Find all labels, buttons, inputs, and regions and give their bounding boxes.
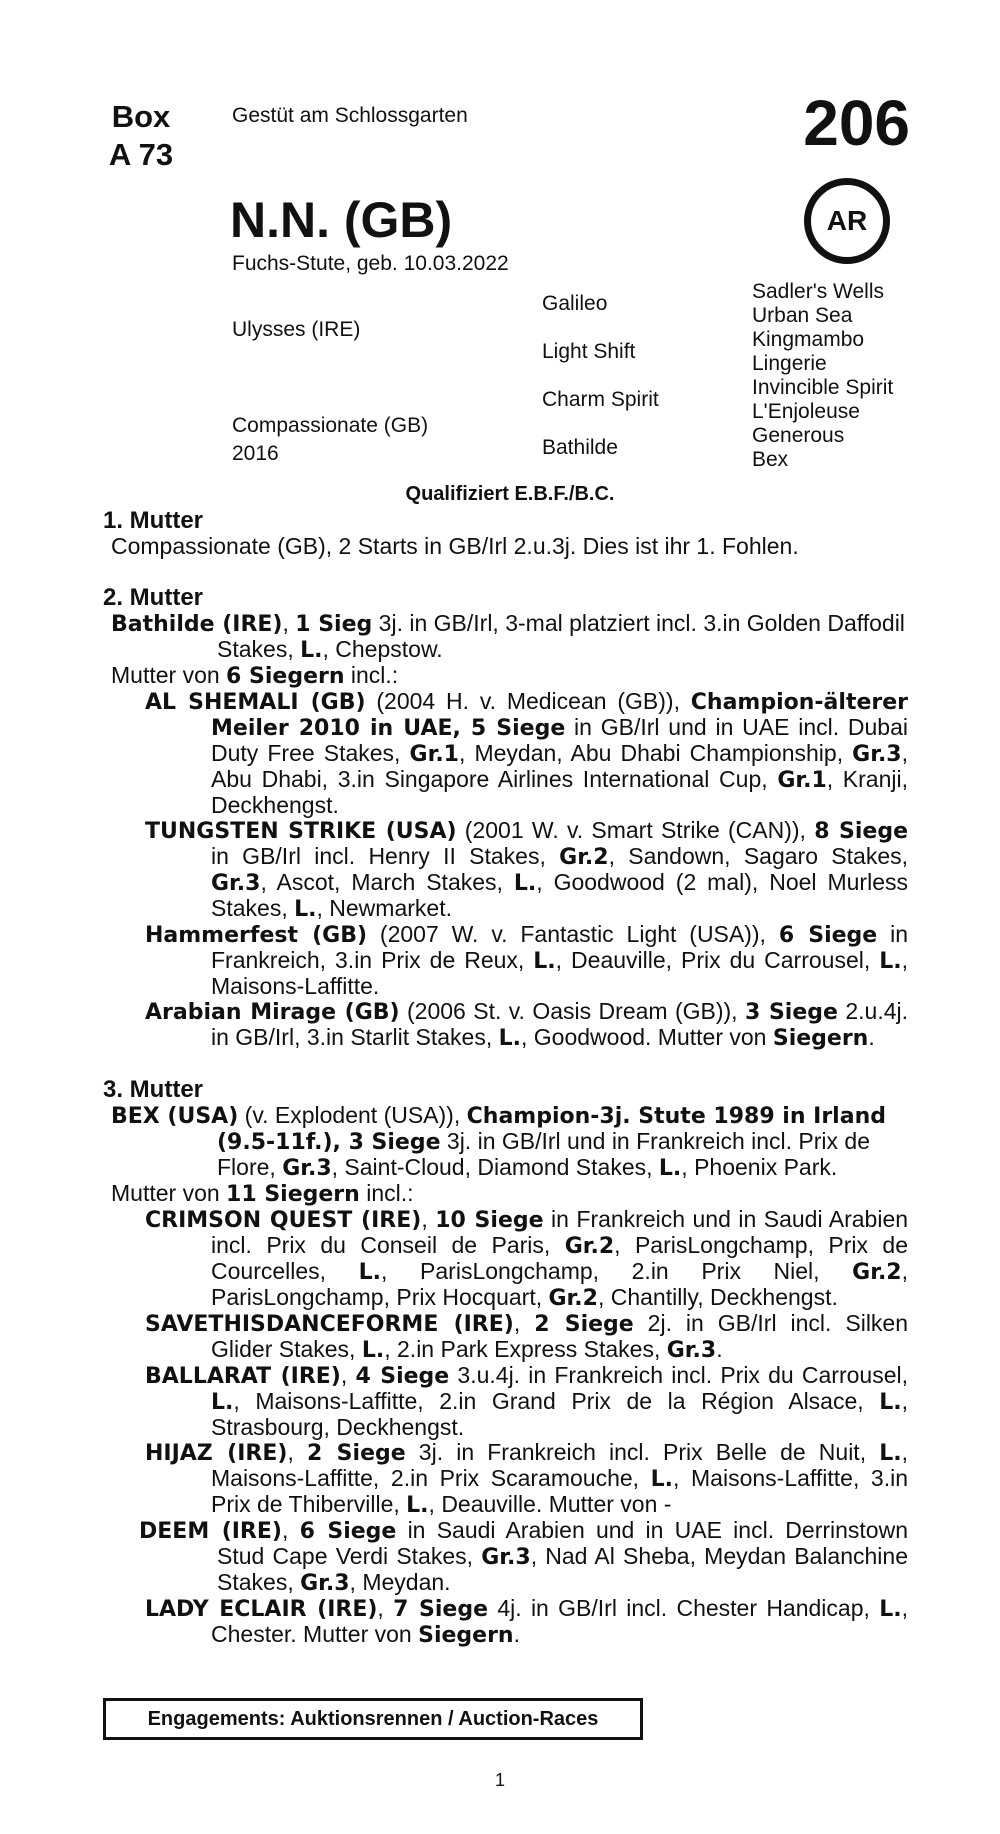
offspring-name: TUNGSTEN STRIKE (USA) xyxy=(145,819,457,844)
offspring-entry: Hammerfest (GB) (2007 W. v. Fantastic Light (USA)), 6 Siege in Frankreich, 3.in Prix de Reux, L., Deauville, Prix du Carrousel, L., Maisons-Laffitte. xyxy=(145,921,909,999)
pedigree-grandparent: Galileo xyxy=(542,292,608,315)
pedigree-great-grandparent: Invincible Spirit xyxy=(752,376,894,399)
offspring-entry: BALLARAT (IRE), 4 Siege 3.u.4j. in Frankreich incl. Prix du Carrousel, L., Maisons-Laffitte, 2.in Grand Prix de la Région Alsace, L., Strasbourg, Deckhengst. xyxy=(145,1362,909,1440)
offspring-name: CRIMSON QUEST (IRE) xyxy=(145,1208,422,1233)
offspring-name: Arabian Mirage (GB) xyxy=(145,1000,400,1025)
first-dam-heading: 1. Mutter xyxy=(103,507,204,534)
pedigree-great-grandparent: Kingmambo xyxy=(752,328,865,351)
pedigree-great-grandparent: L'Enjoleuse xyxy=(752,400,860,423)
winner-count: 6 Siegern xyxy=(226,664,345,689)
offspring-entry: LADY ECLAIR (IRE), 7 Siege 4j. in GB/Irl incl. Chester Handicap, L., Chester. Mutter von Siegern. xyxy=(145,1595,908,1648)
box-label xyxy=(106,98,176,174)
offspring-name: SAVETHISDANCEFORME (IRE) xyxy=(145,1312,514,1337)
engagements-text: Engagements: Auktionsrennen / Auction-Races xyxy=(147,1707,599,1730)
catalogue-text xyxy=(103,508,908,1648)
second-dam-entry: Bathilde (IRE), 1 Sieg 3j. in GB/Irl, 3-mal platziert incl. 3.in Golden Daffodil Stakes, L., Chepstow. xyxy=(111,610,905,663)
second-dam-heading: 2. Mutter xyxy=(103,584,204,611)
offspring-entry: CRIMSON QUEST (IRE), 10 Siege in Frankreich und in Saudi Arabien incl. Prix du Conseil de Paris, Gr.2, ParisLongchamp, Prix de Courcelles, L., ParisLongchamp, 2.in Prix Niel, Gr.2, ParisLongchamp, Prix Hocquart, Gr.2, Chantilly, Deckhengst. xyxy=(145,1206,909,1311)
dam-of-line: Mutter von 11 Siegern incl.: xyxy=(111,1180,414,1207)
pedigree-great-grandparent: Urban Sea xyxy=(752,304,853,327)
first-dam-text: Compassionate (GB), 2 Starts in GB/Irl 2.u.3j. Dies ist ihr 1. Fohlen. xyxy=(111,533,799,559)
offspring-entry: HIJAZ (IRE), 2 Siege 3j. in Frankreich incl. Prix Belle de Nuit, L., Maisons-Laffitte, 2.in Prix Scaramouche, L., Maisons-Laffitte, 3.in Prix de Thiberville, L., Deauville. Mutter von - xyxy=(145,1439,909,1518)
winner-count: 11 Siegern xyxy=(226,1182,360,1207)
offspring-name: Hammerfest (GB) xyxy=(145,923,368,948)
pedigree-dam: Compassionate (GB) xyxy=(232,414,429,437)
pedigree-great-grandparent: Bex xyxy=(752,448,789,471)
dam-name: Bathilde (IRE) xyxy=(111,612,283,637)
offspring-name: LADY ECLAIR (IRE) xyxy=(145,1597,378,1622)
offspring-entry: AL SHEMALI (GB) (2004 H. v. Medicean (GB)), Champion-älterer Meiler 2010 in UAE, 5 Siege in GB/Irl und in UAE incl. Dubai Duty Free Stakes, Gr.1, Meydan, Abu Dhabi Championship, Gr.3, Abu Dhabi, 3.in Singapore Airlines International Cup, Gr.1, Kranji, Deckhengst. xyxy=(145,688,909,818)
offspring-entry: TUNGSTEN STRIKE (USA) (2001 W. v. Smart Strike (CAN)), 8 Siege in GB/Irl incl. Henry II Stakes, Gr.2, Sandown, Sagaro Stakes, Gr.3, Ascot, March Stakes, L., Goodwood (2 mal), Noel Murless Stakes, L., Newmarket. xyxy=(145,817,908,922)
offspring-name: DEEM (IRE) xyxy=(139,1519,282,1544)
horse-description: Fuchs-Stute, geb. 10.03.2022 xyxy=(232,252,509,275)
pedigree-grandparent: Charm Spirit xyxy=(542,388,659,411)
dam-of-line: Mutter von 6 Siegern incl.: xyxy=(111,662,399,689)
breeder-name: Gestüt am Schlossgarten xyxy=(232,104,468,127)
pedigree-great-grandparent: Sadler's Wells xyxy=(752,280,884,303)
third-dam-entry: BEX (USA) (v. Explodent (USA)), Champion-3j. Stute 1989 in Irland (9.5-11f.), 3 Siege 3j. in GB/Irl und in Frankreich incl. Prix de Flore, Gr.3, Saint-Cloud, Diamond Stakes, L., Phoenix Park. xyxy=(111,1102,886,1181)
dam-name: BEX (USA) xyxy=(111,1104,239,1129)
offspring-name: BALLARAT (IRE) xyxy=(145,1364,341,1389)
ar-badge xyxy=(804,178,890,264)
pedigree-dam-year: 2016 xyxy=(232,442,279,465)
engagements-box xyxy=(103,1698,643,1740)
horse-name: N.N. (GB) xyxy=(230,192,453,248)
pedigree-grandparent: Light Shift xyxy=(542,340,636,363)
page-number: 1 xyxy=(494,1770,505,1790)
grand-offspring-entry: DEEM (IRE), 6 Siege in Saudi Arabien und in UAE incl. Derrinstown Stud Cape Verdi Stakes, Gr.3, Nad Al Sheba, Meydan Balanchine Stakes, Gr.3, Meydan. xyxy=(139,1517,909,1596)
third-dam-heading: 3. Mutter xyxy=(103,1076,204,1103)
qualification: Qualifiziert E.B.F./B.C. xyxy=(405,483,615,505)
lot-number: 206 xyxy=(803,87,910,159)
ar-badge-text: AR xyxy=(826,205,868,236)
pedigree-sire: Ulysses (IRE) xyxy=(232,318,361,341)
offspring-entry: Arabian Mirage (GB) (2006 St. v. Oasis Dream (GB)), 3 Siege 2.u.4j. in GB/Irl, 3.in Starlit Stakes, L., Goodwood. Mutter von Siegern. xyxy=(145,998,909,1051)
box-word: Box xyxy=(111,99,171,134)
offspring-name: HIJAZ (IRE) xyxy=(145,1441,288,1466)
pedigree-great-grandparent: Generous xyxy=(752,424,845,447)
pedigree-great-grandparent: Lingerie xyxy=(752,352,827,375)
win-count: 1 Sieg xyxy=(295,612,373,637)
box-number: A 73 xyxy=(108,137,174,172)
offspring-entry: SAVETHISDANCEFORME (IRE), 2 Siege 2j. in GB/Irl incl. Silken Glider Stakes, L., 2.in Park Express Stakes, Gr.3. xyxy=(145,1310,909,1363)
pedigree-grandparent: Bathilde xyxy=(542,436,618,459)
offspring-name: AL SHEMALI (GB) xyxy=(145,690,366,715)
